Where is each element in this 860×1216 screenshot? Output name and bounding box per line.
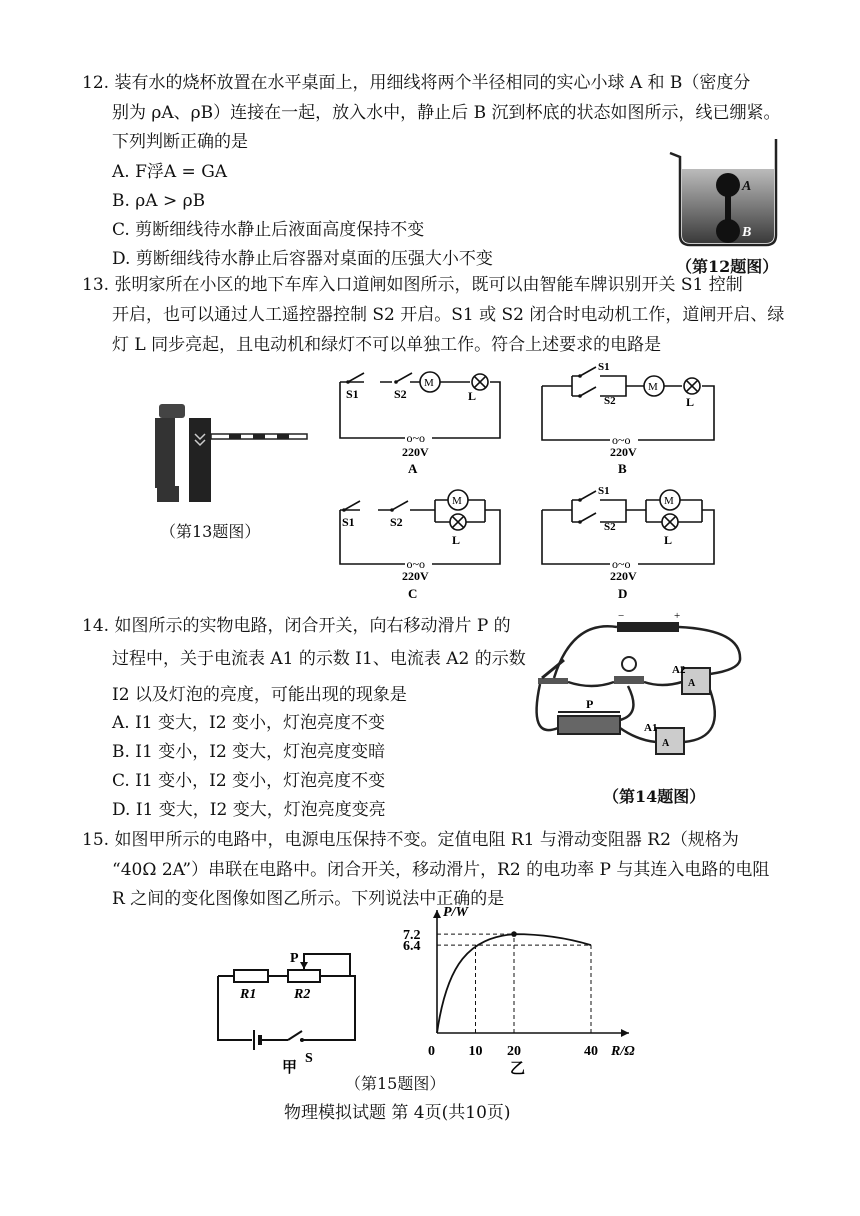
q15-caption: （第15题图）: [345, 1074, 446, 1093]
-switch-dot: [578, 498, 582, 502]
option-a-label: A: [408, 461, 418, 476]
q12-line-3: 下列判断正确的是: [112, 132, 248, 152]
q14-line-1: 14. 如图所示的实物电路，闭合开关，向右移动滑片 P 的: [82, 616, 511, 636]
q13-line-1: 13. 张明家所在小区的地下车库入口道闸如图所示，既可以由智能车牌识别开关 S1 控制: [82, 275, 743, 295]
x-tick-label: 10: [468, 1044, 483, 1059]
d-source-label: 220V: [610, 569, 637, 583]
gate-figure: [145, 400, 310, 505]
option-d-label: D: [618, 586, 628, 601]
q12-option-d: D. 剪断细线待水静止后容器对桌面的压强大小不变: [112, 249, 493, 269]
ball-a: [716, 173, 740, 197]
q15-circuit-jia: [210, 940, 370, 1076]
jia-label: 甲: [282, 1060, 298, 1076]
yi-label: 乙: [510, 1061, 526, 1077]
c-lamp-label: L: [452, 533, 461, 547]
-switch-dot: [578, 520, 582, 524]
ball-b-label: B: [742, 225, 752, 240]
c-s1-switch: [344, 501, 360, 510]
battery-plus: +: [674, 610, 681, 622]
c-s2-switch-dot: [390, 508, 394, 512]
d-motor-label: M: [664, 495, 674, 507]
r2-label: R2: [294, 987, 311, 1002]
d-lamp-label: L: [664, 533, 673, 547]
d-s1-label: S1: [598, 485, 610, 497]
-switch: [580, 513, 596, 522]
q12-line-1: 12. 装有水的烧杯放置在水平桌面上，用细线将两个半径相同的实心小球 A 和 B（密度分: [82, 73, 751, 93]
q12-line-2: 别为 ρA、ρB）连接在一起，放入水中，静止后 B 沉到杯底的状态如图所示，线已绷紧。: [112, 103, 781, 123]
q13-line-3: 灯 L 同步亮起，且电动机和绿灯不可以单独工作。符合上述要求的电路是: [112, 335, 662, 355]
option-c-label: C: [408, 586, 418, 601]
d-s2-label: S2: [604, 521, 616, 533]
c-wire: [340, 500, 500, 564]
c-s1-switch-dot: [342, 508, 346, 512]
x-axis-label: R/Ω: [611, 1044, 635, 1059]
y-tick-label: 7.2: [403, 928, 421, 944]
svg-text:A: A: [662, 738, 670, 749]
switch-s-label: S: [305, 1051, 313, 1066]
x-axis-arrow: [621, 1029, 629, 1037]
-switch: [580, 367, 596, 376]
-switch-dot: [578, 394, 582, 398]
slider-p-label: P: [586, 697, 594, 711]
beaker-figure: [662, 135, 792, 255]
a-s1-switch-dot: [346, 380, 350, 384]
y-axis-label: P/W: [443, 905, 468, 920]
q14-caption: （第14题图）: [603, 787, 706, 806]
a-s1-switch: [348, 373, 364, 382]
q15-line-2: “40Ω 2A”）串联在电路中。闭合开关，移动滑片，R2 的电功率 P 与其连入电路的电阻: [112, 860, 770, 880]
q15-line-1: 15. 如图甲所示的电路中，电源电压保持不变。定值电阻 R1 与滑动变阻器 R2（规格为: [82, 830, 739, 850]
d-source-symbol: o~o: [612, 557, 631, 571]
a-source-symbol: o~o: [406, 431, 425, 445]
battery-minus: −: [618, 610, 625, 622]
a-lamp-label: L: [468, 389, 477, 403]
y-tick-label: 6.4: [403, 939, 421, 955]
q14-real-circuit: [532, 610, 772, 780]
jia-p-label: P: [290, 951, 299, 966]
q13-caption: （第13题图）: [160, 522, 261, 541]
b-motor-label: M: [648, 381, 658, 393]
q14-option-a: A. I1 变大，I2 变小，灯泡亮度不变: [112, 713, 385, 733]
a-motor-label: M: [424, 377, 434, 389]
b-source-symbol: o~o: [612, 433, 631, 447]
x-tick-label: 20: [507, 1044, 521, 1059]
b-s2-label: S2: [604, 395, 616, 407]
max-point: [511, 931, 517, 937]
ball-a-label: A: [742, 179, 752, 194]
q14-option-b: B. I1 变小，I2 变大，灯泡亮度变暗: [112, 742, 386, 762]
q12-option-b: B. ρA > ρB: [112, 191, 206, 211]
c-source-label: 220V: [402, 569, 429, 583]
q15-line-3: R 之间的变化图像如图乙所示。下列说法中正确的是: [112, 889, 505, 909]
q13-line-2: 开启，也可以通过人工遥控器控制 S2 开启。S1 或 S2 闭合时电动机工作，道闸开启、绿: [112, 305, 785, 325]
page-footer: 物理模拟试题 第 4页(共10页): [284, 1103, 511, 1123]
c-s2-switch: [392, 501, 408, 510]
q14-option-c: C. I1 变小，I2 变小，灯泡亮度不变: [112, 771, 386, 791]
b-s1-label: S1: [598, 361, 610, 373]
q13-circuits: [330, 360, 730, 610]
q15-chart-yi: [395, 905, 665, 1090]
-switch-dot: [578, 374, 582, 378]
y-axis-arrow: [433, 910, 441, 918]
a-s1-switch-label: S1: [346, 387, 359, 401]
a-s2-switch-label: S2: [394, 387, 407, 401]
a-s2-switch-dot: [394, 380, 398, 384]
c-s1-switch-label: S1: [342, 515, 355, 529]
c-motor-label: M: [452, 495, 462, 507]
q12-option-c: C. 剪断细线待水静止后液面高度保持不变: [112, 220, 425, 240]
a-s2-switch: [396, 373, 412, 382]
b-lamp-label: L: [686, 395, 695, 409]
-switch: [580, 491, 596, 500]
r1-label: R1: [240, 987, 257, 1002]
d-wire: [542, 500, 714, 564]
ball-b: [716, 219, 740, 243]
q14-line-3: I2 以及灯泡的亮度，可能出现的现象是: [112, 685, 407, 705]
x-tick-label: 40: [584, 1044, 598, 1059]
q12-option-a: A. F浮A = GA: [112, 162, 228, 182]
svg-text:A: A: [688, 678, 696, 689]
a-source-label: 220V: [402, 445, 429, 459]
q14-option-d: D. I1 变大，I2 变大，灯泡亮度变亮: [112, 800, 386, 820]
q12-caption: （第12题图）: [676, 257, 779, 276]
c-source-symbol: o~o: [406, 557, 425, 571]
ammeter-a1-label: A1: [644, 722, 658, 734]
-switch: [580, 387, 596, 396]
q14-line-2: 过程中，关于电流表 A1 的示数 I1、电流表 A2 的示数: [112, 649, 526, 669]
ammeter-a2-label: A2: [672, 664, 686, 676]
b-source-label: 220V: [610, 445, 637, 459]
option-b-label: B: [618, 461, 627, 476]
c-s2-switch-label: S2: [390, 515, 403, 529]
x-tick-label: 0: [428, 1044, 435, 1059]
